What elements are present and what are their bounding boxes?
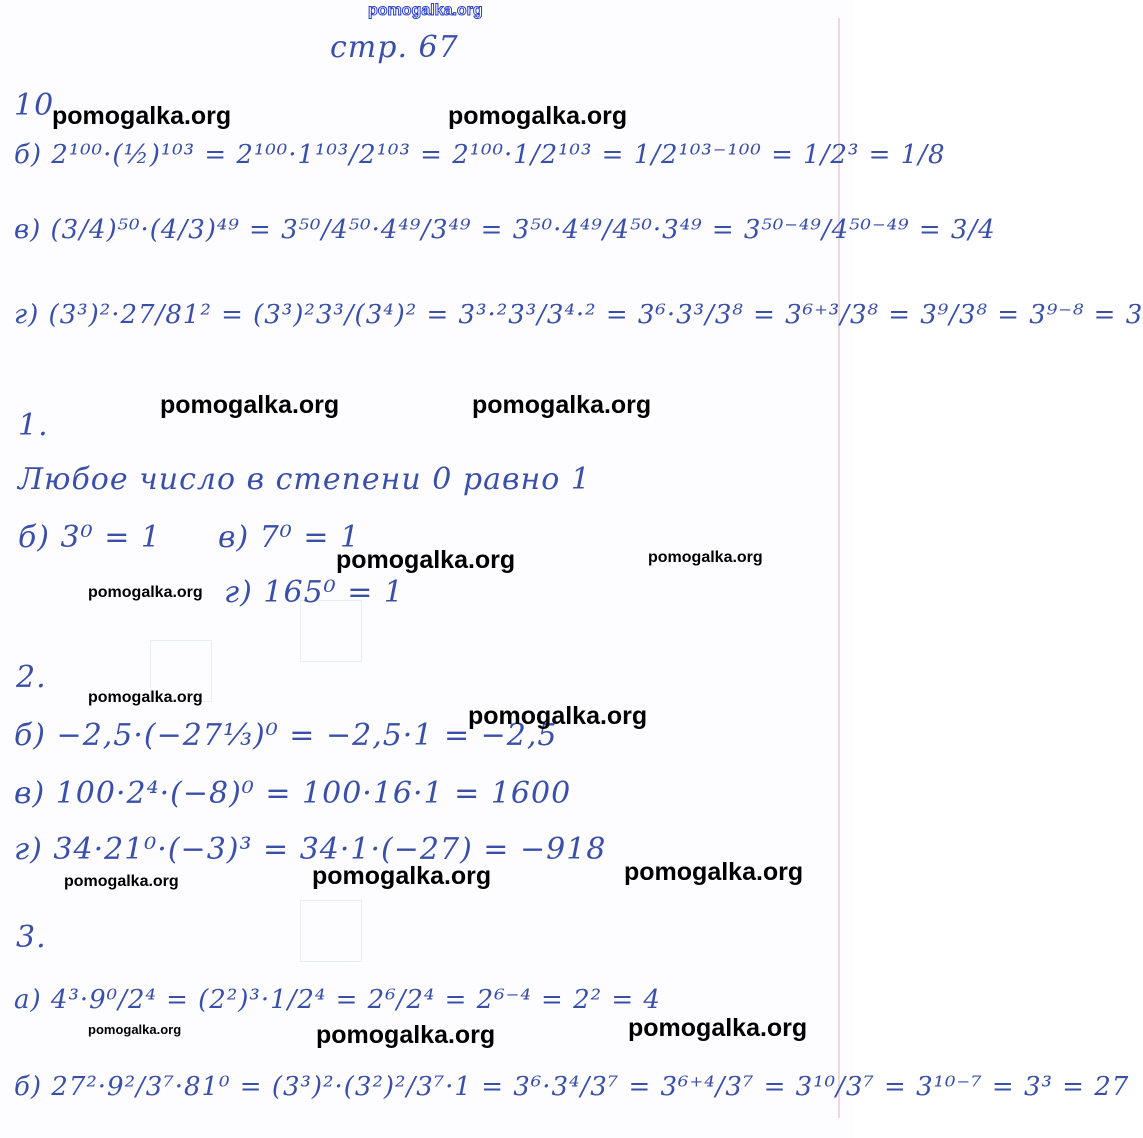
watermark: pomogalka.org (468, 702, 648, 730)
page-edge (838, 18, 840, 1118)
watermark: pomogalka.org (648, 549, 763, 566)
site-link[interactable]: pomogalka.org (368, 2, 483, 19)
watermark: pomogalka.org (88, 689, 203, 706)
page-reference: стр. 67 (330, 30, 459, 65)
solution-line: б) −2,5·(−27⅓)⁰ = −2,5·1 = −2,5 (14, 718, 558, 753)
rule-text: Любое число в степени 0 равно 1 (18, 462, 591, 497)
exercise-number: 3. (16, 920, 47, 955)
watermark: pomogalka.org (160, 391, 340, 419)
solution-line: в) (3/4)⁵⁰·(4/3)⁴⁹ = 3⁵⁰/4⁵⁰·4⁴⁹/3⁴⁹ = 3⁵⁰·4⁴⁹/4⁵⁰·3⁴⁹ = 3⁵⁰⁻⁴⁹/4⁵⁰⁻⁴⁹ = 3/4 (14, 215, 996, 245)
solution-line: в) 100·2⁴·(−8)⁰ = 100·16·1 = 1600 (14, 776, 572, 811)
exercise-number: 1. (18, 408, 49, 443)
watermark: pomogalka.org (88, 1022, 182, 1037)
exercise-number: 10 (14, 88, 55, 123)
watermark: pomogalka.org (52, 102, 232, 130)
solution-line: г) (3³)²·27/81² = (3³)²3³/(3⁴)² = 3³·²3³/3⁴·² = 3⁶·3³/3⁸ = 3⁶⁺³/3⁸ = 3⁹/3⁸ = 3⁹⁻⁸ = 3 (14, 300, 1143, 330)
solution-line: г) 165⁰ = 1 (224, 575, 404, 610)
watermark: pomogalka.org (316, 1021, 496, 1049)
solution-line: г) 34·21⁰·(−3)³ = 34·1·(−27) = −918 (14, 832, 607, 867)
watermark: pomogalka.org (64, 873, 179, 890)
watermark: pomogalka.org (472, 391, 652, 419)
watermark: pomogalka.org (448, 102, 628, 130)
watermark: pomogalka.org (312, 862, 492, 890)
solution-line: в) 7⁰ = 1 (218, 520, 361, 555)
solution-line: б) 2¹⁰⁰·(½)¹⁰³ = 2¹⁰⁰·1¹⁰³/2¹⁰³ = 2¹⁰⁰·1/2¹⁰³ = 1/2¹⁰³⁻¹⁰⁰ = 1/2³ = 1/8 (14, 140, 946, 170)
grid-fragment (300, 900, 362, 962)
watermark: pomogalka.org (88, 584, 203, 601)
solution-line: б) 27²·9²/3⁷·81⁰ = (3³)²·(3²)²/3⁷·1 = 3⁶·3⁴/3⁷ = 3⁶⁺⁴/3⁷ = 3¹⁰/3⁷ = 3¹⁰⁻⁷ = 3³ = 27 (14, 1072, 1130, 1102)
solution-line: а) 4³·9⁰/2⁴ = (2²)³·1/2⁴ = 2⁶/2⁴ = 2⁶⁻⁴ = 2² = 4 (14, 985, 661, 1015)
exercise-number: 2. (16, 660, 47, 695)
solution-line: б) 3⁰ = 1 (18, 520, 161, 555)
watermark: pomogalka.org (628, 1014, 808, 1042)
watermark: pomogalka.org (336, 546, 516, 574)
watermark: pomogalka.org (624, 858, 804, 886)
